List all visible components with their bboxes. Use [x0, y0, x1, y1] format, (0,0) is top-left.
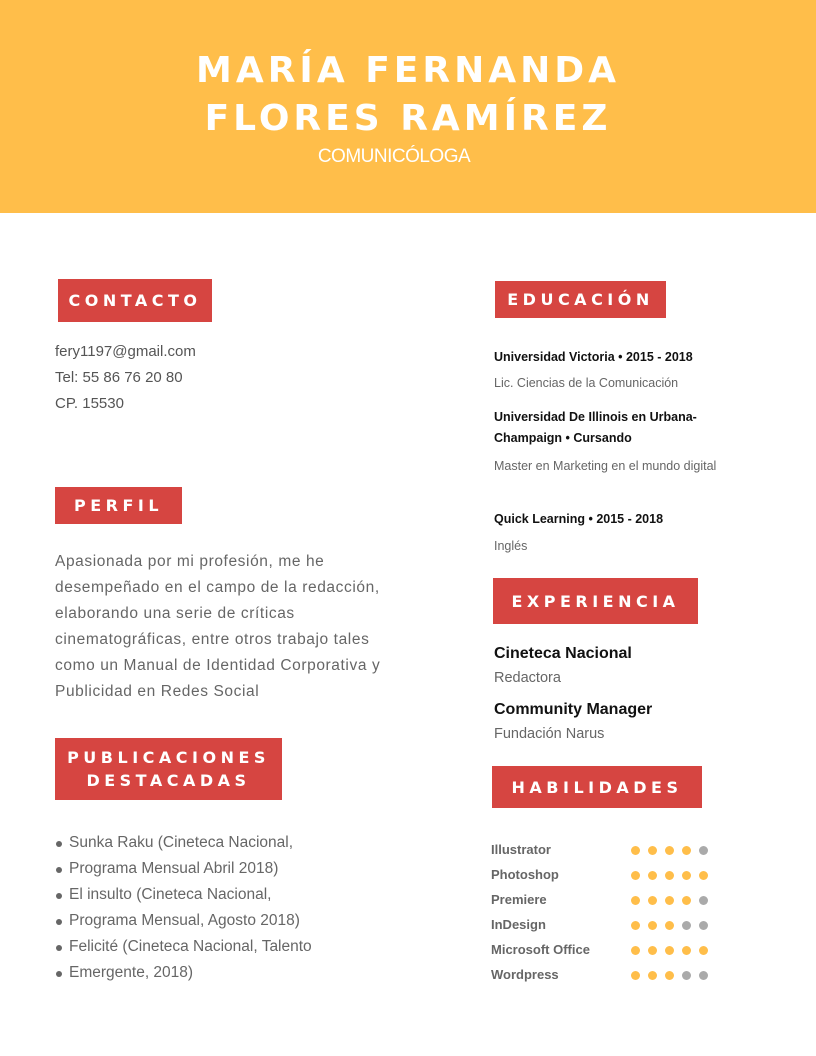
header-banner [0, 0, 816, 213]
profile-text: Apasionada por mi profesión, me he desempeñado en el campo de la redacción, elaborando una serie de críticas cinematográficas, entre otros trabajo tales como un Manual de Identidad Corporativa y Publicidad en Redes Social [55, 553, 381, 700]
profile-heading [55, 487, 182, 524]
skill-dot [682, 896, 691, 905]
skill-dot [682, 846, 691, 855]
skill-dot [631, 971, 640, 980]
contact-heading-label: CONTACTO [68, 291, 202, 310]
publications-heading-line-2: DESTACADAS [86, 771, 251, 790]
skill-level-dots [631, 871, 716, 880]
skill-dot [682, 971, 691, 980]
list-item: Felicité (Cineteca Nacional, Talento [55, 934, 355, 960]
skill-dot [699, 896, 708, 905]
education-heading-label: EDUCACIÓN [507, 290, 654, 309]
skill-dot [699, 871, 708, 880]
skill-name: InDesign [491, 917, 546, 932]
skill-dot [665, 846, 674, 855]
skill-dot [648, 971, 657, 980]
skills-heading-label: HABILIDADES [511, 777, 683, 797]
role-title: COMUNICÓLOGA [317, 146, 471, 167]
name-line-2: FLORES RAMÍREZ [204, 98, 612, 139]
skill-dot [631, 846, 640, 855]
list-item: Programa Mensual, Agosto 2018) [55, 908, 355, 934]
education-subtitle-1: Lic. Ciencias de la Comunicación [494, 376, 679, 390]
skill-dot [631, 896, 640, 905]
skill-dot [699, 846, 708, 855]
education-title-3: Quick Learning • 2015 - 2018 [494, 512, 664, 526]
experience-heading [493, 578, 698, 624]
skill-row [491, 840, 731, 860]
skill-name: Premiere [491, 892, 547, 907]
skill-level-dots [631, 921, 716, 930]
skills-heading [492, 766, 702, 808]
list-item: El insulto (Cineteca Nacional, [55, 882, 355, 908]
skill-dot [699, 921, 708, 930]
publications-heading [55, 738, 282, 800]
skill-dot [665, 871, 674, 880]
education-subtitle-2: Master en Marketing en el mundo digital [494, 459, 717, 473]
skill-dot [682, 871, 691, 880]
skill-row [491, 965, 731, 985]
skill-dot [631, 946, 640, 955]
contact-heading [58, 279, 212, 322]
education-heading [495, 281, 666, 318]
skill-name: Photoshop [491, 867, 559, 882]
profile-heading-label: PERFIL [73, 496, 164, 515]
skill-level-dots [631, 971, 716, 980]
education-subtitle-3: Inglés [494, 539, 528, 553]
skill-row [491, 915, 731, 935]
experience-heading-label: EXPERIENCIA [511, 591, 680, 611]
contact-email: fery1197@gmail.com [55, 343, 196, 360]
skill-row [491, 865, 731, 885]
skill-name: Wordpress [491, 967, 559, 982]
skill-dot [665, 921, 674, 930]
skill-level-dots [631, 896, 716, 905]
education-title-1: Universidad Victoria • 2015 - 2018 [494, 350, 693, 364]
contact-phone: Tel: 55 86 76 20 80 [55, 369, 183, 386]
experience-title-2: Community Manager [494, 701, 653, 718]
publications-heading-line-1: PUBLICACIONES [67, 748, 270, 767]
skill-row [491, 890, 731, 910]
skill-dot [665, 971, 674, 980]
skill-dot [648, 846, 657, 855]
skill-dot [699, 971, 708, 980]
education-title-2: Universidad De Illinois en Urbana-Champaign • Cursando [494, 410, 697, 445]
skill-level-dots [631, 846, 716, 855]
skill-dot [631, 921, 640, 930]
skill-dot [665, 896, 674, 905]
contact-postal: CP. 15530 [55, 395, 124, 412]
skill-dot [648, 896, 657, 905]
skill-dot [631, 871, 640, 880]
publications-list [55, 830, 355, 986]
skill-dot [682, 946, 691, 955]
list-item: Sunka Raku (Cineteca Nacional, [55, 830, 355, 856]
skill-dot [682, 921, 691, 930]
experience-title-1: Cineteca Nacional [494, 645, 632, 662]
skill-dot [648, 871, 657, 880]
skill-dot [665, 946, 674, 955]
skill-dot [648, 946, 657, 955]
experience-subtitle-1: Redactora [494, 670, 561, 686]
list-item: Emergente, 2018) [55, 960, 355, 986]
skill-level-dots [631, 946, 716, 955]
experience-subtitle-2: Fundación Narus [494, 726, 605, 742]
skill-name: Illustrator [491, 842, 551, 857]
skill-dot [648, 921, 657, 930]
list-item: Programa Mensual Abril 2018) [55, 856, 355, 882]
name-line-1: MARÍA FERNANDA [196, 50, 620, 91]
skill-name: Microsoft Office [491, 942, 590, 957]
skill-dot [699, 946, 708, 955]
skill-row [491, 940, 731, 960]
